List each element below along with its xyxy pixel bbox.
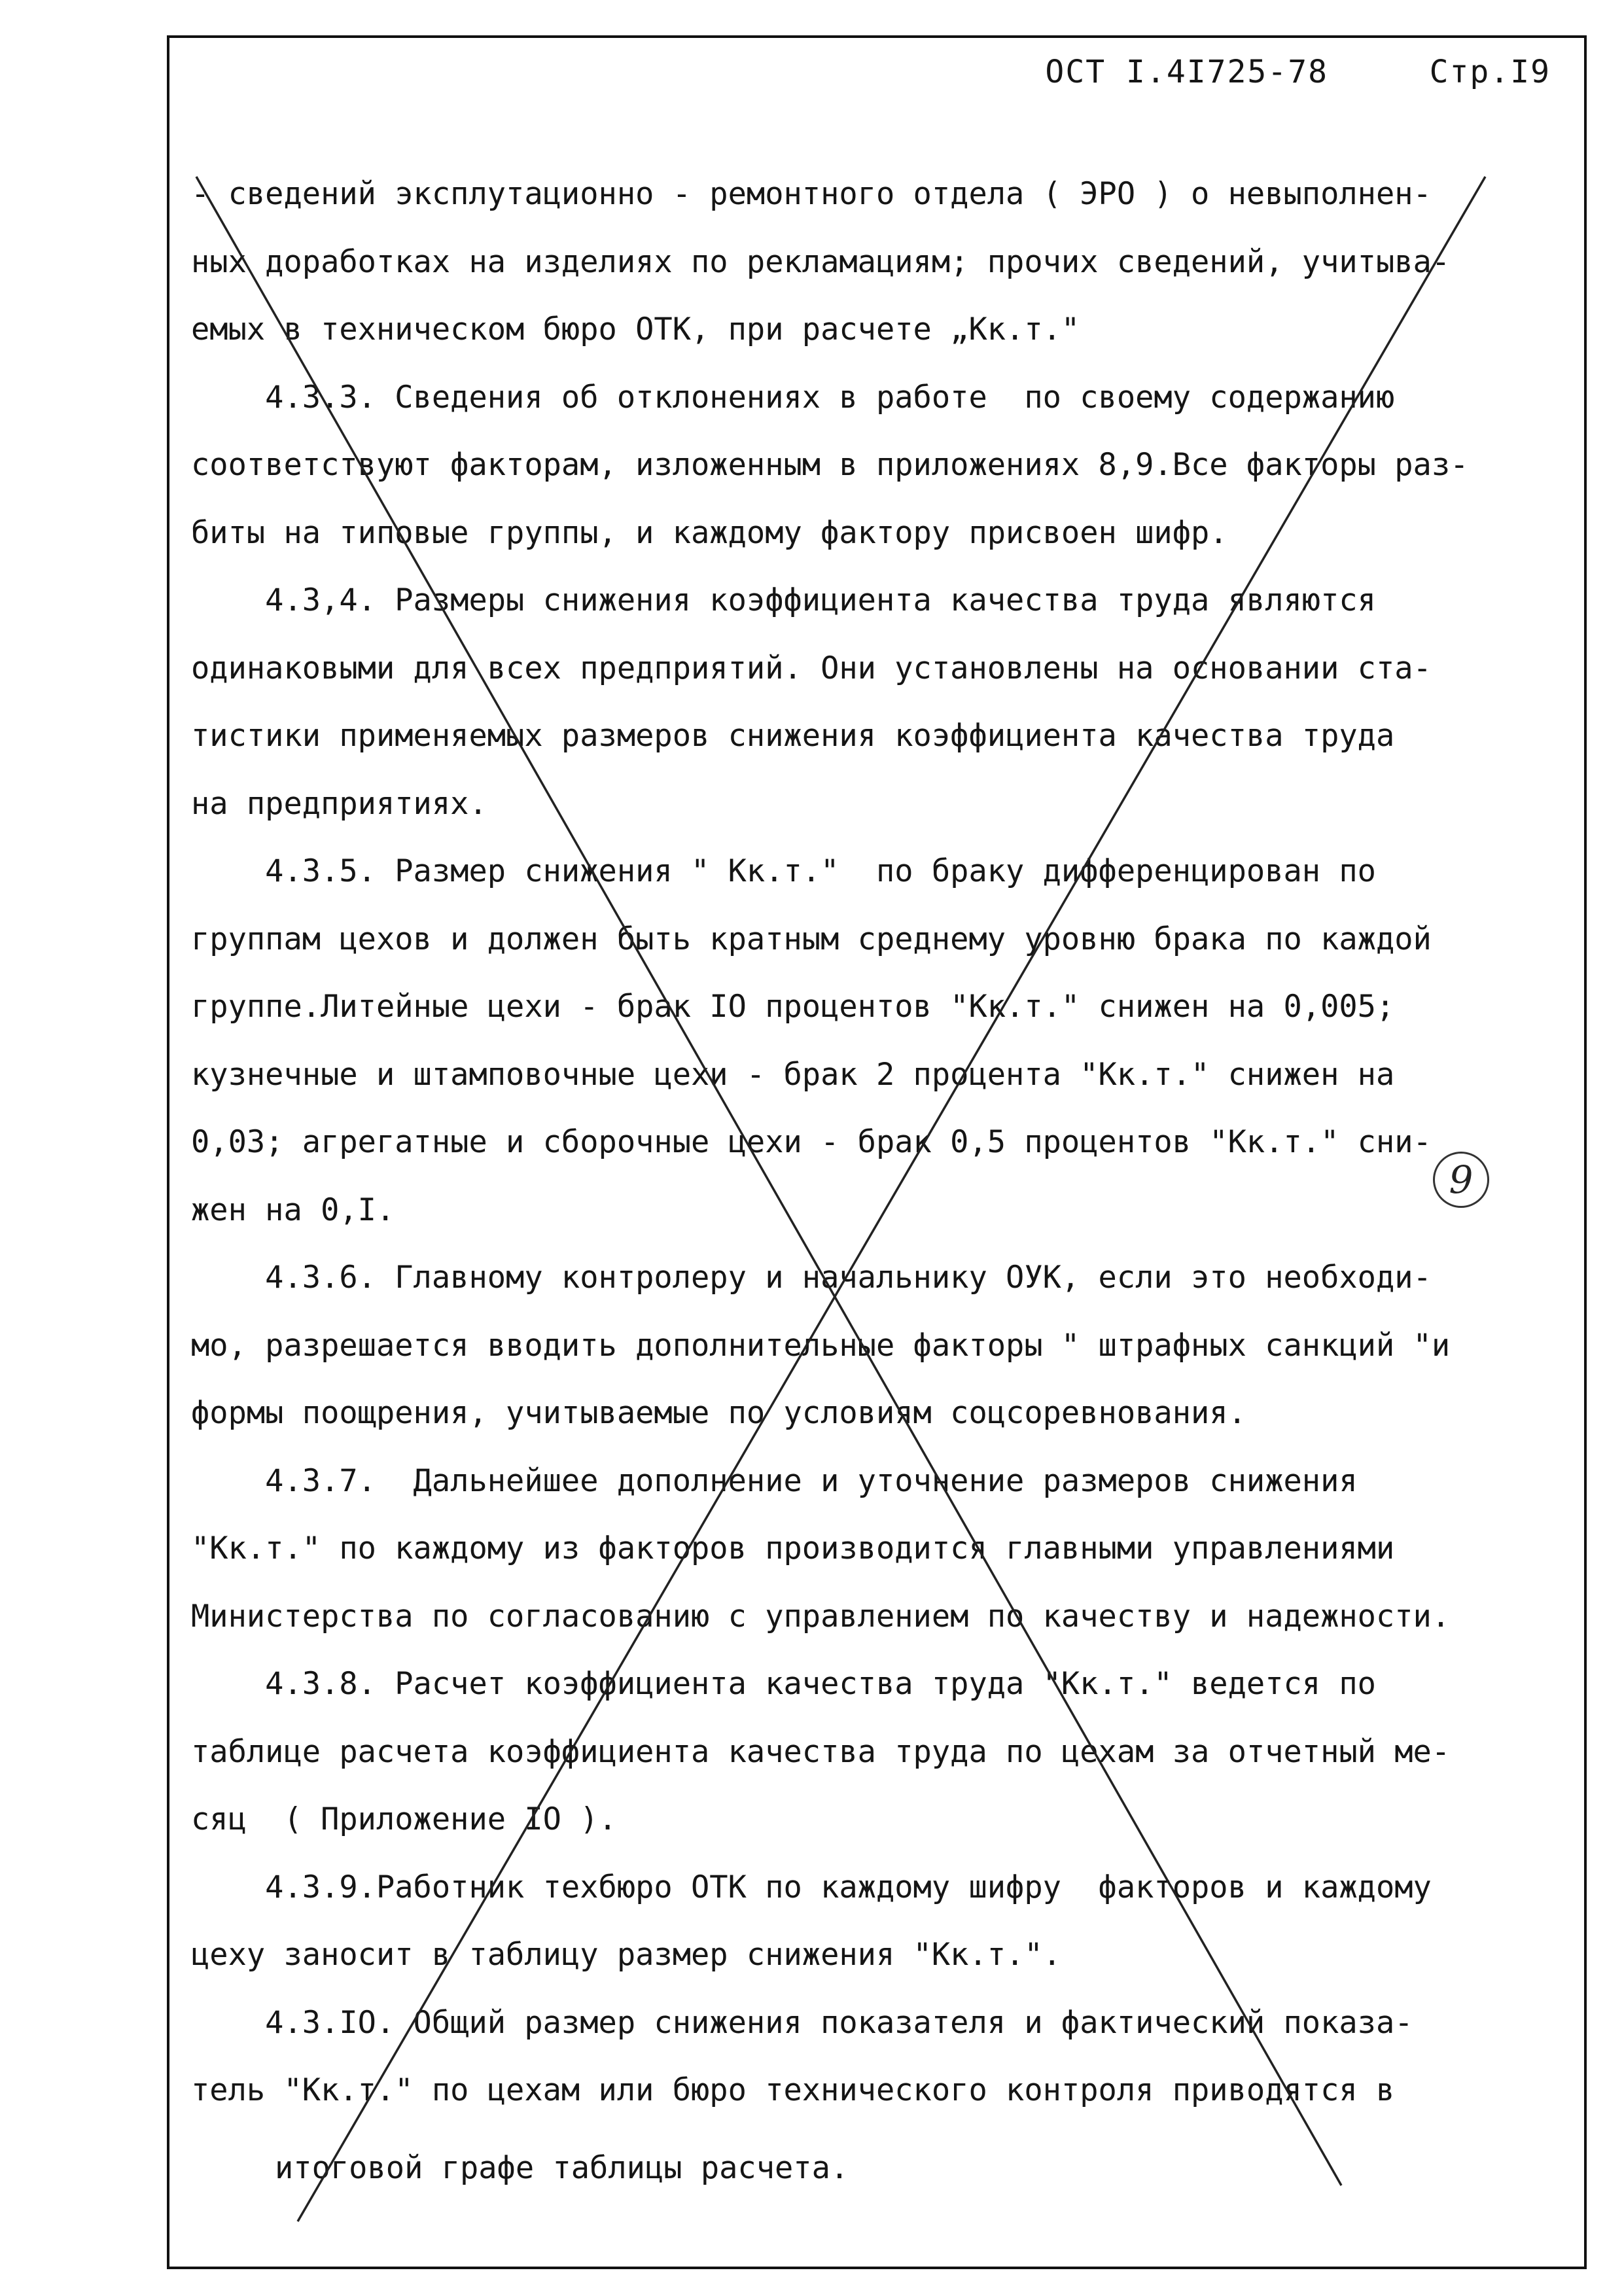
text-line: 0,03; агрегатные и сборочные цехи - брак 0,5 процентов "Кк.т." сни- <box>191 1124 1432 1160</box>
text-line: формы поощрения, учитываемые по условиям соцсоревнования. <box>191 1395 1246 1431</box>
text-line: тистики применяемых размеров снижения коэффициента качества труда <box>191 718 1395 754</box>
text-line: сяц ( Приложение IO ). <box>191 1801 617 1837</box>
text-line: 4.3,4. Размеры снижения коэффициента качества труда являются <box>191 582 1376 618</box>
text-line: "Кк.т." по каждому из факторов производится главными управлениями <box>191 1530 1395 1566</box>
cross-stroke-left <box>196 177 1341 2185</box>
text-line: жен на 0,I. <box>191 1192 395 1228</box>
text-line-last: итоговой графе таблицы расчета. <box>275 2149 849 2186</box>
page-number: Стр.I9 <box>1429 54 1551 90</box>
text-line: ных доработках на изделиях по рекламациям; прочих сведений, учитыва- <box>191 243 1451 280</box>
text-line: таблице расчета коэффициента качества труда по цехам за отчетный ме- <box>191 1733 1451 1770</box>
text-line: мо, разрешается вводить дополнительные факторы " штрафных санкций "и <box>191 1327 1451 1364</box>
text-line: тель "Кк.т." по цехам или бюро технического контроля приводятся в <box>191 2072 1395 2108</box>
text-line: 4.3.5. Размер снижения " Кк.т." по браку дифференцирован по <box>191 853 1376 889</box>
text-line: соответствуют факторам, изложенным в приложениях 8,9.Все факторы раз- <box>191 447 1469 483</box>
text-line: 4.3.3. Сведения об отклонениях в работе по своему содержанию <box>191 379 1395 415</box>
standard-number: ОСТ I.4I725-78 <box>1045 54 1328 90</box>
text-line: на предприятиях. <box>191 785 487 822</box>
text-line: группам цехов и должен быть кратным среднему уровню брака по каждой <box>191 921 1432 957</box>
text-line: одинаковыми для всех предприятий. Они установлены на основании ста- <box>191 650 1432 686</box>
text-line: биты на типовые группы, и каждому фактору присвоен шифр. <box>191 514 1228 551</box>
text-line: 4.3.8. Расчет коэффициента качества труда "Кк.т." ведется по <box>191 1666 1376 1702</box>
text-line: Министерства по согласованию с управлением по качеству и надежности. <box>191 1598 1451 1634</box>
text-line: емых в техническом бюро ОТК, при расчете „Кк.т." <box>191 311 1080 347</box>
cross-stroke-right <box>298 177 1485 2221</box>
text-line: цеху заносит в таблицу размер снижения "Кк.т.". <box>191 1937 1061 1973</box>
text-line: 4.3.7. Дальнейшее дополнение и уточнение размеров снижения <box>191 1462 1358 1499</box>
text-line: кузнечные и штамповочные цехи - брак 2 процента "Кк.т." снижен на <box>191 1056 1395 1093</box>
text-line: - сведений эксплутационно - ремонтного отдела ( ЭРО ) о невыполнен- <box>191 176 1432 212</box>
text-line: 4.3.9.Работник техбюро ОТК по каждому шифру факторов и каждому <box>191 1869 1432 1905</box>
text-line: группе.Литейные цехи - брак IO процентов "Кк.т." снижен на 0,005; <box>191 989 1395 1025</box>
text-line: 4.3.IO. Общий размер снижения показателя и фактический показа- <box>191 2004 1413 2041</box>
text-line: 4.3.6. Главному контролеру и начальнику ОУК, если это необходи- <box>191 1260 1432 1296</box>
margin-circled-mark: 9 <box>1433 1152 1489 1208</box>
